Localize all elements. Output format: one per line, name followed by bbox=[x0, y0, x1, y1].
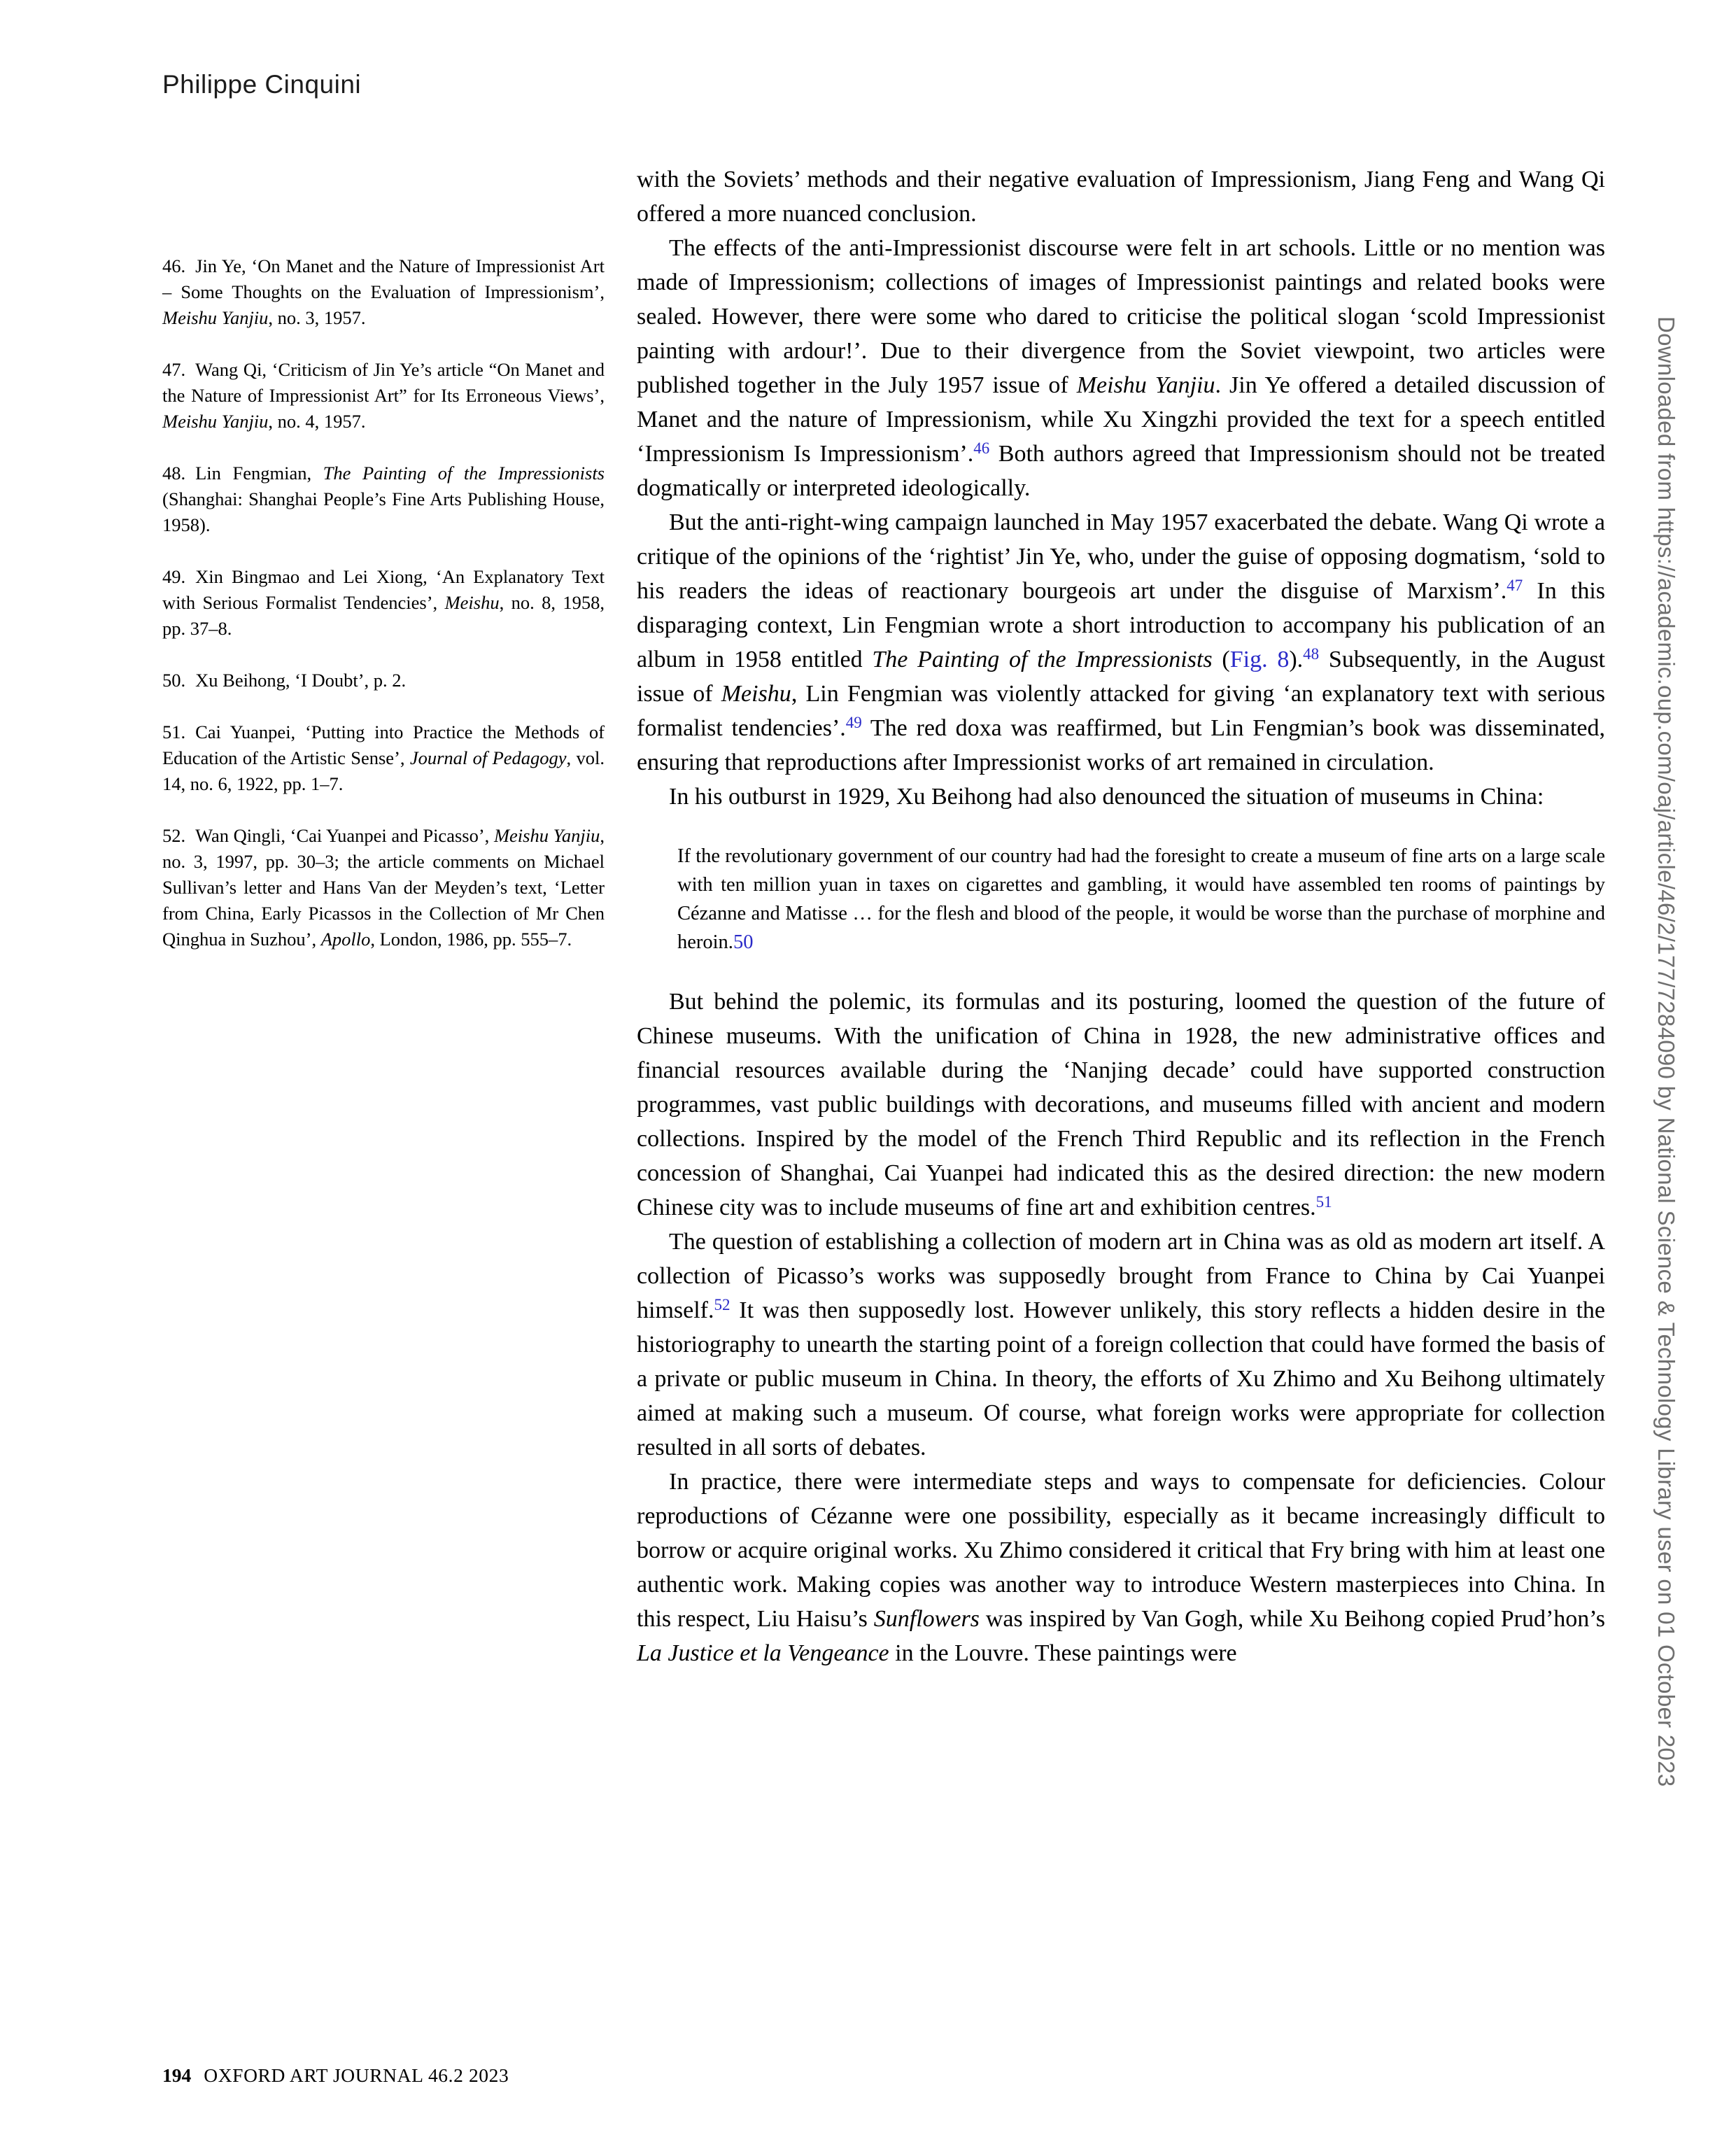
text-run: If the revolutionary government of our country had had the foresight to create a museum of fine arts on a large scale with ten million yuan in taxes on cigarettes and gambling, it would have assembled ten rooms of paintings by Cézanne and Matisse … for the flesh and blood of the people, it would be worse than the purchase of morphine and heroin. bbox=[677, 845, 1605, 953]
text-run: The question of establishing a collection of modern art in China was as old as modern art itself. A collection of Picasso’s works was supposedly brought from France to China by Cai Yuanpei himself. bbox=[637, 1229, 1605, 1323]
text-run: , no. 8, 1958, pp. 37–8. bbox=[162, 592, 605, 639]
italic-title: Meishu bbox=[721, 681, 791, 707]
italic-title: Meishu Yanjiu bbox=[1076, 372, 1215, 398]
paragraph bbox=[637, 231, 1605, 505]
page-footer bbox=[162, 2064, 509, 2087]
footnote-number: 51. bbox=[162, 721, 186, 742]
text-run: was inspired by Van Gogh, while Xu Beihong copied Prud’hon’s bbox=[979, 1606, 1605, 1632]
paragraph bbox=[637, 780, 1605, 814]
italic-title: La Justice et la Vengeance bbox=[637, 1640, 889, 1666]
italic-title: The Painting of the Impressionists bbox=[323, 463, 605, 484]
text-run: , London, 1986, pp. 555–7. bbox=[370, 929, 572, 950]
footnote-ref-49[interactable]: 49 bbox=[845, 714, 862, 731]
paragraph bbox=[637, 985, 1605, 1225]
text-run: In his outburst in 1929, Xu Beihong had also denounced the situation of museums in China: bbox=[669, 784, 1544, 810]
paragraph bbox=[637, 1465, 1605, 1670]
text-run: (Shanghai: Shanghai People’s Fine Arts Publishing House, 1958). bbox=[162, 488, 605, 535]
text-run: ( bbox=[1212, 647, 1230, 672]
footnote-49 bbox=[162, 564, 605, 642]
text-run: In this disparaging context, Lin Fengmian wrote a short introduction to accompany his publication of an album in 1958 entitled bbox=[637, 578, 1605, 672]
text-run: But behind the polemic, its formulas and its posturing, loomed the question of the future of Chinese museums. With the unification of China in 1928, the new administrative offices and financial resources available during the ‘Nanjing decade’ could have supported construction programmes, vast public buildings with decorations, and museums filled with ancient and modern collections. Inspired by the model of the French Third Republic and its reflection in the French concession of Shanghai, Cai Yuanpei had indicated this as the desired direction: the new modern Chinese city was to include museums of fine art and exhibition centres. bbox=[637, 989, 1605, 1220]
italic-title: Meishu bbox=[444, 592, 500, 613]
text-run: The effects of the anti-Impressionist discourse were felt in art schools. Little or no mention was made of Impressionism; collections of images of Impressionist paintings and related books were sealed. However, there were some who dared to criticise the political slogan ‘scold Impressionist painting with ardour!’. Due to their divergence from the Soviet viewpoint, two articles were published together in the July 1957 issue of bbox=[637, 235, 1605, 398]
text-run: Jin Ye, ‘On Manet and the Nature of Impressionist Art – Some Thoughts on the Evaluation of Impressionism’, bbox=[162, 255, 605, 302]
footnote-ref-47[interactable]: 47 bbox=[1506, 577, 1523, 594]
italic-title: Meishu Yanjiu bbox=[493, 825, 600, 846]
footnote-number: 47. bbox=[162, 359, 186, 380]
text-run: Subsequently, in the August issue of bbox=[637, 647, 1605, 707]
footnote-47 bbox=[162, 357, 605, 435]
page-number: 194 bbox=[162, 2064, 192, 2086]
text-run: Xu Beihong, ‘I Doubt’, p. 2. bbox=[195, 670, 407, 691]
journal-title: OXFORD ART JOURNAL 46.2 2023 bbox=[204, 2064, 509, 2086]
paragraph bbox=[637, 505, 1605, 780]
italic-title: The Painting of the Impressionists bbox=[872, 647, 1213, 672]
text-run: Wang Qi, ‘Criticism of Jin Ye’s article “On Manet and the Nature of Impressionist Art” for Its Erroneous Views’, bbox=[162, 359, 605, 406]
text-run: The red doxa was reaffirmed, but Lin Fengmian’s book was disseminated, ensuring that reproductions after Impressionist works of art remained in circulation. bbox=[637, 715, 1606, 775]
footnote-ref-51[interactable]: 51 bbox=[1315, 1193, 1332, 1211]
footnotes-column bbox=[162, 253, 605, 978]
footnote-51 bbox=[162, 719, 605, 797]
footnote-number: 52. bbox=[162, 825, 186, 846]
footnote-ref-46[interactable]: 46 bbox=[973, 439, 990, 457]
text-run: . Jin Ye offered a detailed discussion of Manet and the nature of Impressionism, while Xu Xingzhi provided the text for a speech entitled ‘Impressionism Is Impressionism’. bbox=[637, 372, 1605, 467]
paragraph bbox=[637, 1225, 1605, 1465]
text-run: It was then supposedly lost. However unlikely, this story reflects a hidden desire in the historiography to unearth the starting point of a foreign collection that could have formed the basis of a private or public museum in China. In theory, the efforts of Xu Zhimo and Xu Beihong ultimately aimed at making such a museum. Of course, what foreign works were appropriate for collection resulted in all sorts of debates. bbox=[637, 1297, 1605, 1460]
footnote-48 bbox=[162, 460, 605, 538]
text-run: ). bbox=[1289, 647, 1304, 672]
text-run: Both authors agreed that Impressionism should not be treated dogmatically or interpreted ideologically. bbox=[637, 441, 1605, 501]
running-head-author: Philippe Cinquini bbox=[162, 70, 362, 99]
text-run: , no. 4, 1957. bbox=[268, 411, 366, 432]
main-column bbox=[637, 162, 1605, 1670]
footnote-ref-50[interactable]: 50 bbox=[733, 931, 754, 953]
footnote-ref-52[interactable]: 52 bbox=[714, 1296, 731, 1313]
text-run: Cai Yuanpei, ‘Putting into Practice the Methods of Education of the Artistic Sense’, bbox=[162, 721, 605, 768]
footnote-46 bbox=[162, 253, 605, 331]
figure-link-fig8[interactable]: Fig. 8 bbox=[1229, 647, 1290, 672]
footnote-number: 49. bbox=[162, 566, 186, 587]
text-run: Lin Fengmian, bbox=[195, 463, 323, 484]
text-run: Wan Qingli, ‘Cai Yuanpei and Picasso’, bbox=[195, 825, 494, 846]
footnote-52 bbox=[162, 823, 605, 952]
text-run: with the Soviets’ methods and their negative evaluation of Impressionism, Jiang Feng and Wang Qi offered a more nuanced conclusion. bbox=[637, 167, 1605, 227]
text-run: In practice, there were intermediate steps and ways to compensate for deficiencies. Colour reproductions of Cézanne were one possibility, especially as it became increasingly difficult to borrow or acquire original works. Xu Zhimo considered it critical that Fry bring with him at least one authentic work. Making copies was another way to introduce Western masterpieces into China. In this respect, Liu Haisu’s bbox=[637, 1469, 1605, 1632]
footnote-number: 46. bbox=[162, 255, 186, 276]
text-run: , no. 3, 1997, pp. 30–3; the article comments on Michael Sullivan’s letter and Hans Van der Meyden’s text, ‘Letter from China, Early Picassos in the Collection of Mr Chen Qinghua in Suzhou’, bbox=[162, 825, 605, 950]
footnote-50 bbox=[162, 668, 605, 693]
block-quote bbox=[677, 842, 1605, 957]
text-run: , Lin Fengmian was violently attacked for giving ‘an explanatory text with serious formalist tendencies’. bbox=[637, 681, 1605, 741]
italic-title: Meishu Yanjiu bbox=[162, 307, 269, 328]
text-run: , vol. 14, no. 6, 1922, pp. 1–7. bbox=[162, 747, 605, 794]
italic-title: Journal of Pedagogy bbox=[409, 747, 567, 768]
italic-title: Meishu Yanjiu bbox=[162, 411, 269, 432]
footnote-number: 50. bbox=[162, 670, 186, 691]
text-run: Xin Bingmao and Lei Xiong, ‘An Explanatory Text with Serious Formalist Tendencies’, bbox=[162, 566, 605, 613]
text-run: But the anti-right-wing campaign launched in May 1957 exacerbated the debate. Wang Qi wrote a critique of the opinions of the ‘rightist’ Jin Ye, who, under the guise of opposing dogmatism, ‘sold to his readers the ideas of reactionary bourgeois art under the disguise of Marxism’. bbox=[637, 509, 1605, 604]
footnote-number: 48. bbox=[162, 463, 186, 484]
italic-title: Sunflowers bbox=[873, 1606, 980, 1632]
italic-title: Apollo bbox=[320, 929, 371, 950]
footnote-ref-48[interactable]: 48 bbox=[1303, 645, 1320, 663]
text-run: in the Louvre. These paintings were bbox=[889, 1640, 1237, 1666]
paragraph bbox=[637, 162, 1605, 231]
download-watermark: Downloaded from https://academic.oup.com/oaj/article/46/2/177/7284090 by National Science & Technology Library user on 01 October 2023 bbox=[1653, 316, 1679, 1787]
text-run: , no. 3, 1957. bbox=[268, 307, 366, 328]
